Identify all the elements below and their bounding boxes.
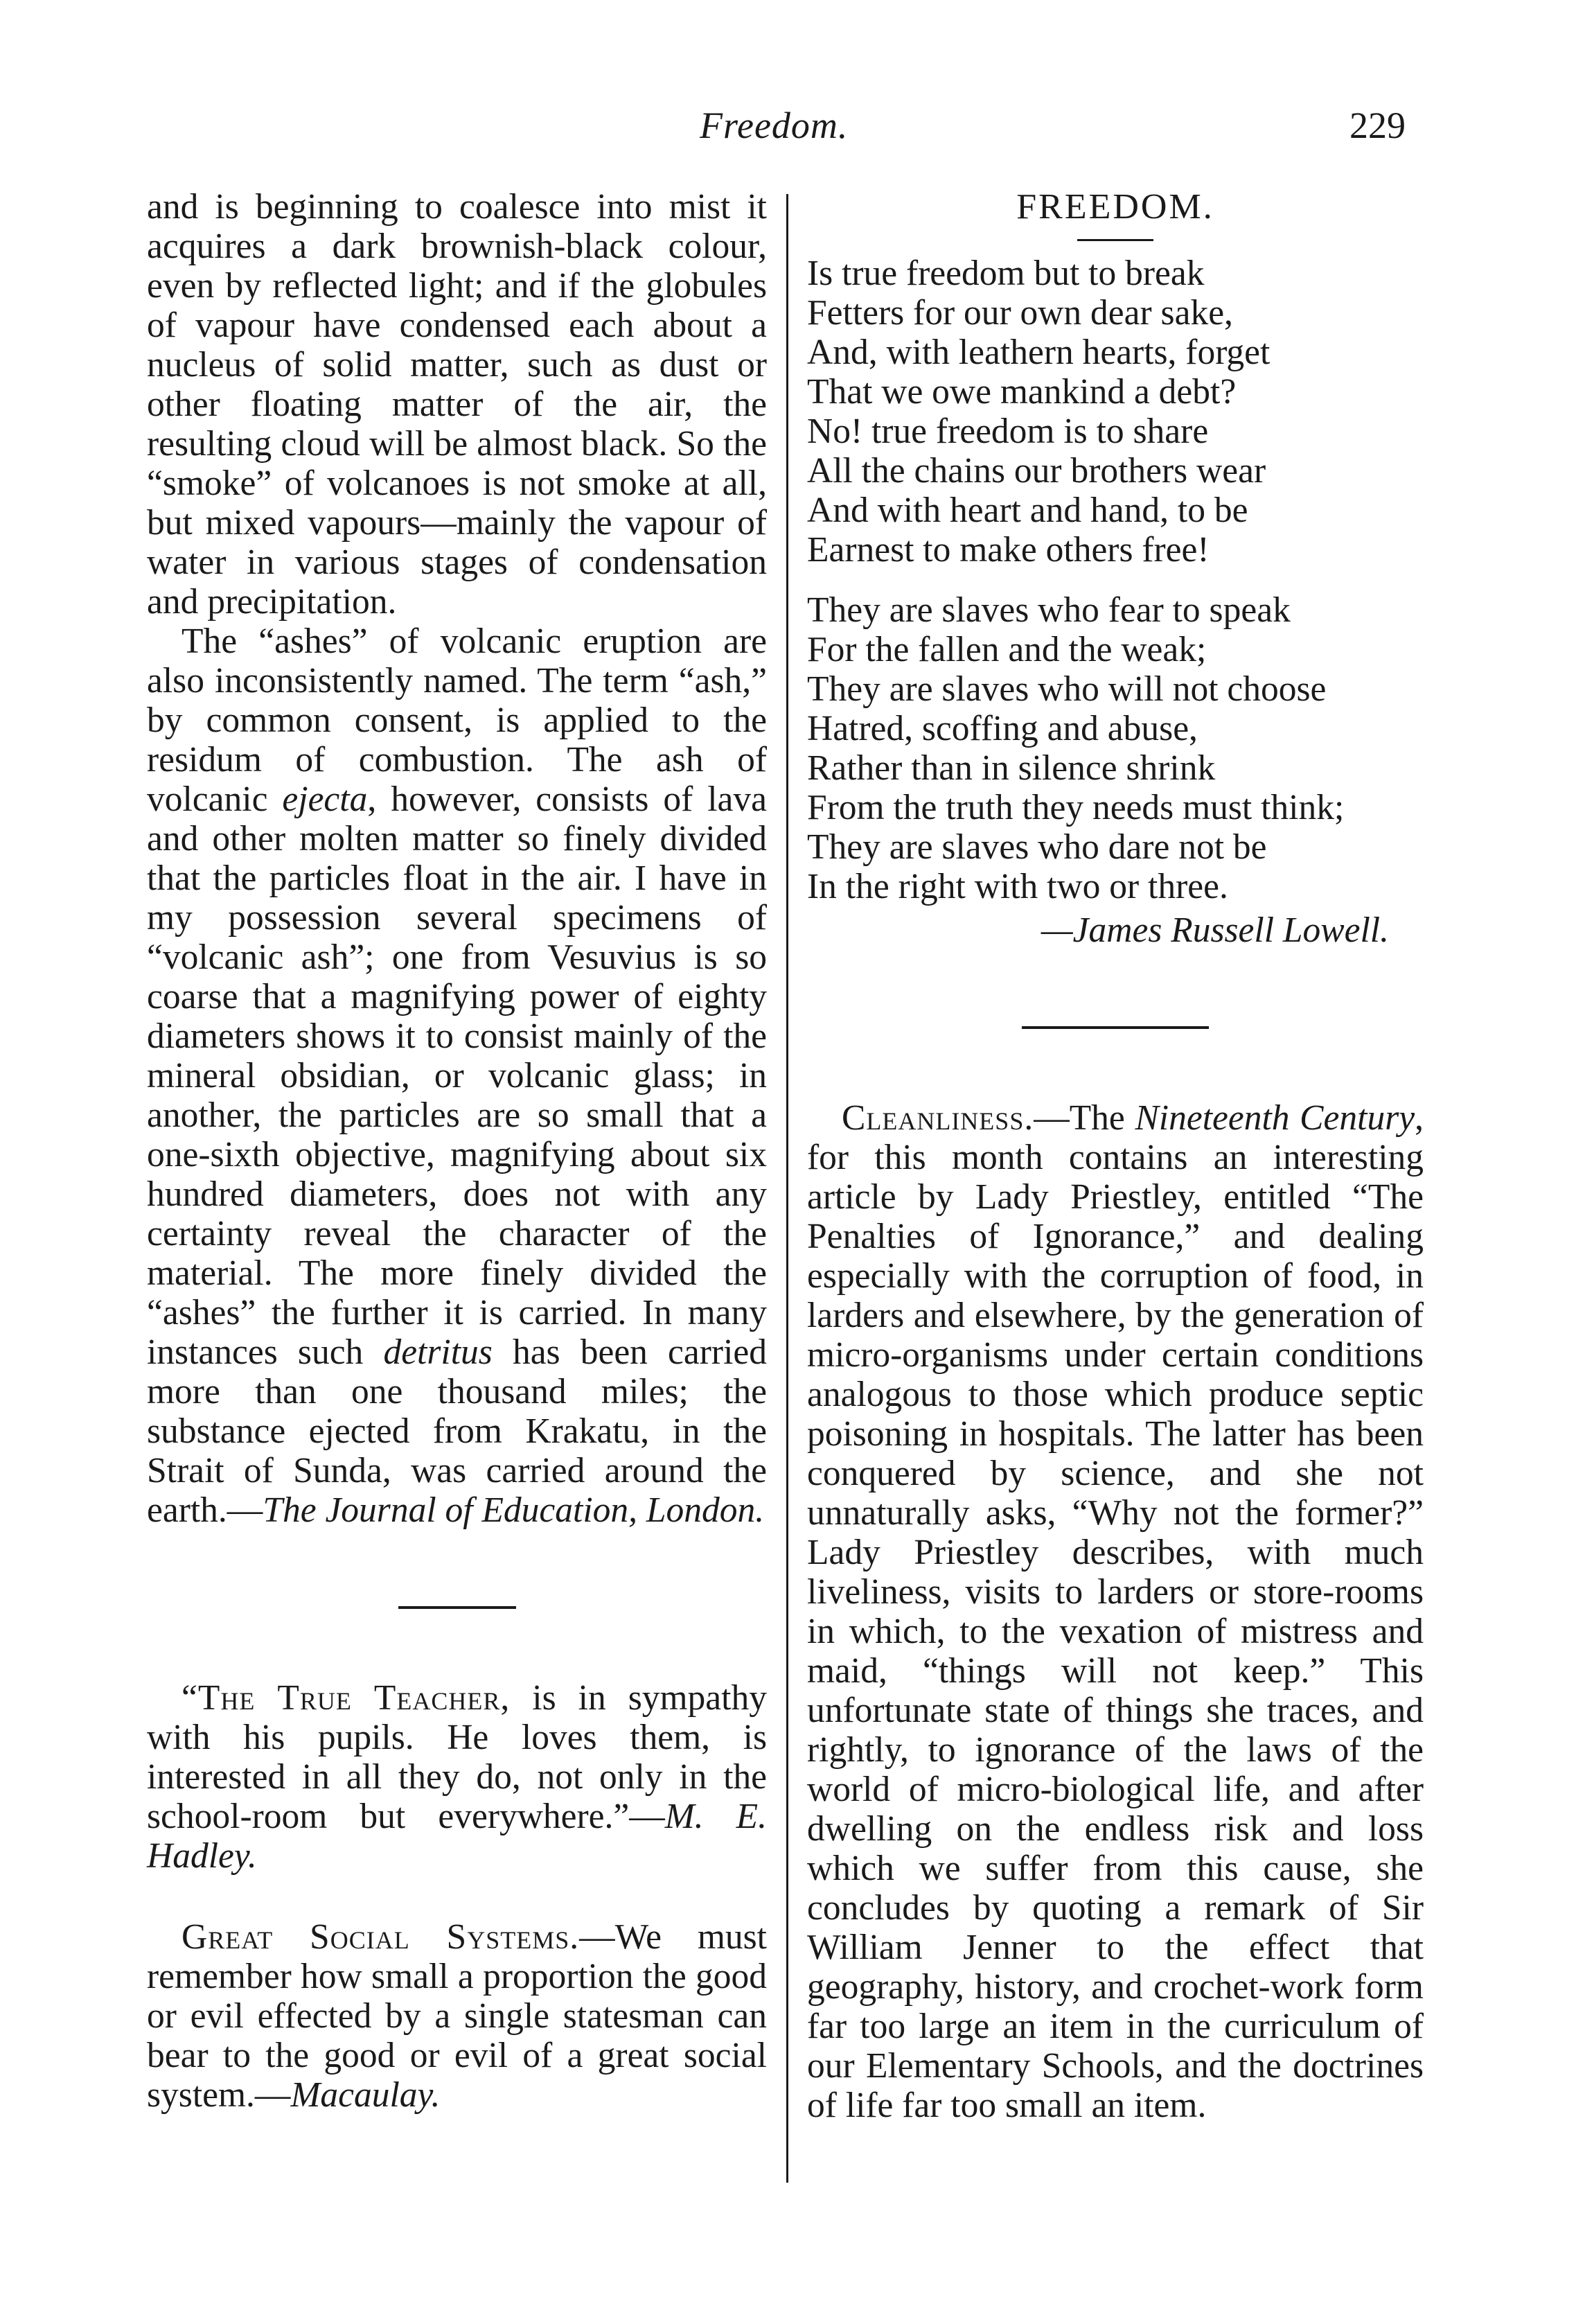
true-teacher-body: is in sympathy with his pupils. He loves them, is interested in all they do, not only in the school-room but everywhere.”— xyxy=(147,1678,767,1836)
true-teacher-lead: “The True Teacher, xyxy=(181,1678,511,1718)
cleanliness-paragraph xyxy=(807,1098,1424,2125)
social-systems-lead: Great Social Systems. xyxy=(181,1917,580,1957)
poem-line: Is true freedom but to break xyxy=(807,254,1205,293)
poem-line: They are slaves who fear to speak xyxy=(807,590,1291,630)
poem-stanza-1 xyxy=(807,254,1424,570)
nineteenth-century-title: Nineteenth Century xyxy=(1135,1098,1415,1138)
social-systems-author: Macaulay. xyxy=(290,2075,441,2115)
poem-line: No! true freedom is to share xyxy=(807,412,1209,451)
left-column xyxy=(147,187,767,2115)
volcano-ejecta-term: ejecta xyxy=(282,780,368,819)
poem-line: In the right with two or three. xyxy=(807,867,1228,906)
poem-attribution: —James Russell Lowell. xyxy=(1041,910,1389,950)
poem-line: Earnest to make others free! xyxy=(807,530,1210,570)
cleanliness-text-b: , for this month contains an interesting article by Lady Priestley, entitled “The Penalties of Ignorance,” and dealing especially with the corruption of food, in larders and elsewhere, by the generation of micro-organisms under certain conditions analogous to those which produce septic poisoning in hospitals. The latter has been conquered by science, and she not unnaturally asks, “Why not the former?” Lady Priestley describes, with much liveliness, visits to larders or store-rooms in which, to the vexation of mistress and maid, “things will not keep.” This unfortunate state of things she traces, and rightly, to ignorance of the laws of the world of micro-biological life, and after dwelling on the endless risk and loss which we suffer from this cause, she concludes by quoting a remark of Sir William Jenner to the effect that geography, history, and crochet-work form far too large an item in the curriculum of our Elementary Schools, and the doctrines of life far too small an item. xyxy=(807,1098,1424,2125)
poem-line: All the chains our brothers wear xyxy=(807,451,1266,491)
cleanliness-lead: Cleanliness. xyxy=(842,1098,1034,1138)
poem-line: That we owe mankind a debt? xyxy=(807,372,1237,412)
volcano-ashes-paragraph xyxy=(147,622,767,1530)
poem-line: Fetters for our own dear sake, xyxy=(807,293,1233,333)
poem-line: Hatred, scoffing and abuse, xyxy=(807,709,1198,748)
volcano-paragraph-continued: and is beginning to coalesce into mist it acquires a dark brownish-black colour, even by reflected light; and if the globules of vapour have condensed each about a nucleus of solid matter, such as dust or other floating matter of the air, the resulting cloud will be almost black. So the “smoke” of volcanoes is not smoke at all, but mixed vapours—mainly the vapour of water in various stages of condensation and precipitation. xyxy=(147,187,767,622)
running-header-title: Freedom. xyxy=(700,105,849,146)
poem-title-dash xyxy=(1077,239,1153,241)
section-rule xyxy=(1022,1026,1209,1029)
volcano-ashes-text-a: The “ashes” of volcanic eruption are also inconsistently named. The term “ash,” by common consent, is applied to the residum of combustion. The ash of volcanic xyxy=(147,622,767,819)
volcano-ashes-text-b: , however, consists of lava and other molten matter so finely divided that the particles float in the air. I have in my possession several specimens of “volcanic ash”; one from Vesuvius is so coarse that a magnifying power of eighty diameters shows it to consist mainly of the mineral obsidian, or volcanic glass; in another, the particles are so small that a one-sixth objective, magnifying about six hundred diameters, does not with any certainty reveal the character of the material. The more finely divided the “ashes” the further it is carried. In many instances such xyxy=(147,780,767,1372)
poem-line: For the fallen and the weak; xyxy=(807,630,1207,669)
poem-title: FREEDOM. xyxy=(1016,187,1214,227)
poem-line: From the truth they needs must think; xyxy=(807,788,1345,827)
column-divider xyxy=(786,194,788,2183)
poem-line: They are slaves who will not choose xyxy=(807,669,1327,709)
poem-line: Rather than in silence shrink xyxy=(807,748,1216,788)
volcano-detritus-term: detritus xyxy=(383,1332,493,1372)
poem-line: And with heart and hand, to be xyxy=(807,491,1248,530)
true-teacher-paragraph xyxy=(147,1678,767,1876)
volcano-ashes-text-c: has been carried more than one thousand miles; the substance ejected from Krakatu, in the Strait of Sunda, was carried around the earth.— xyxy=(147,1332,767,1530)
social-systems-body: —We must remember how small a proportion the good or evil effected by a single statesman can bear to the good or evil of a great social system.— xyxy=(147,1917,767,2115)
section-rule xyxy=(398,1606,516,1609)
volcano-source-citation: The Journal of Education, London. xyxy=(263,1490,765,1530)
poem-line: And, with leathern hearts, forget xyxy=(807,333,1270,372)
true-teacher-author: M. E. Hadley. xyxy=(147,1797,767,1876)
cleanliness-text-a: —The xyxy=(1034,1098,1135,1138)
social-systems-paragraph xyxy=(147,1917,767,2115)
right-column xyxy=(807,187,1424,2125)
poem-stanza-2 xyxy=(807,590,1424,906)
page-number: 229 xyxy=(1349,105,1406,146)
poem-line: They are slaves who dare not be xyxy=(807,827,1267,867)
